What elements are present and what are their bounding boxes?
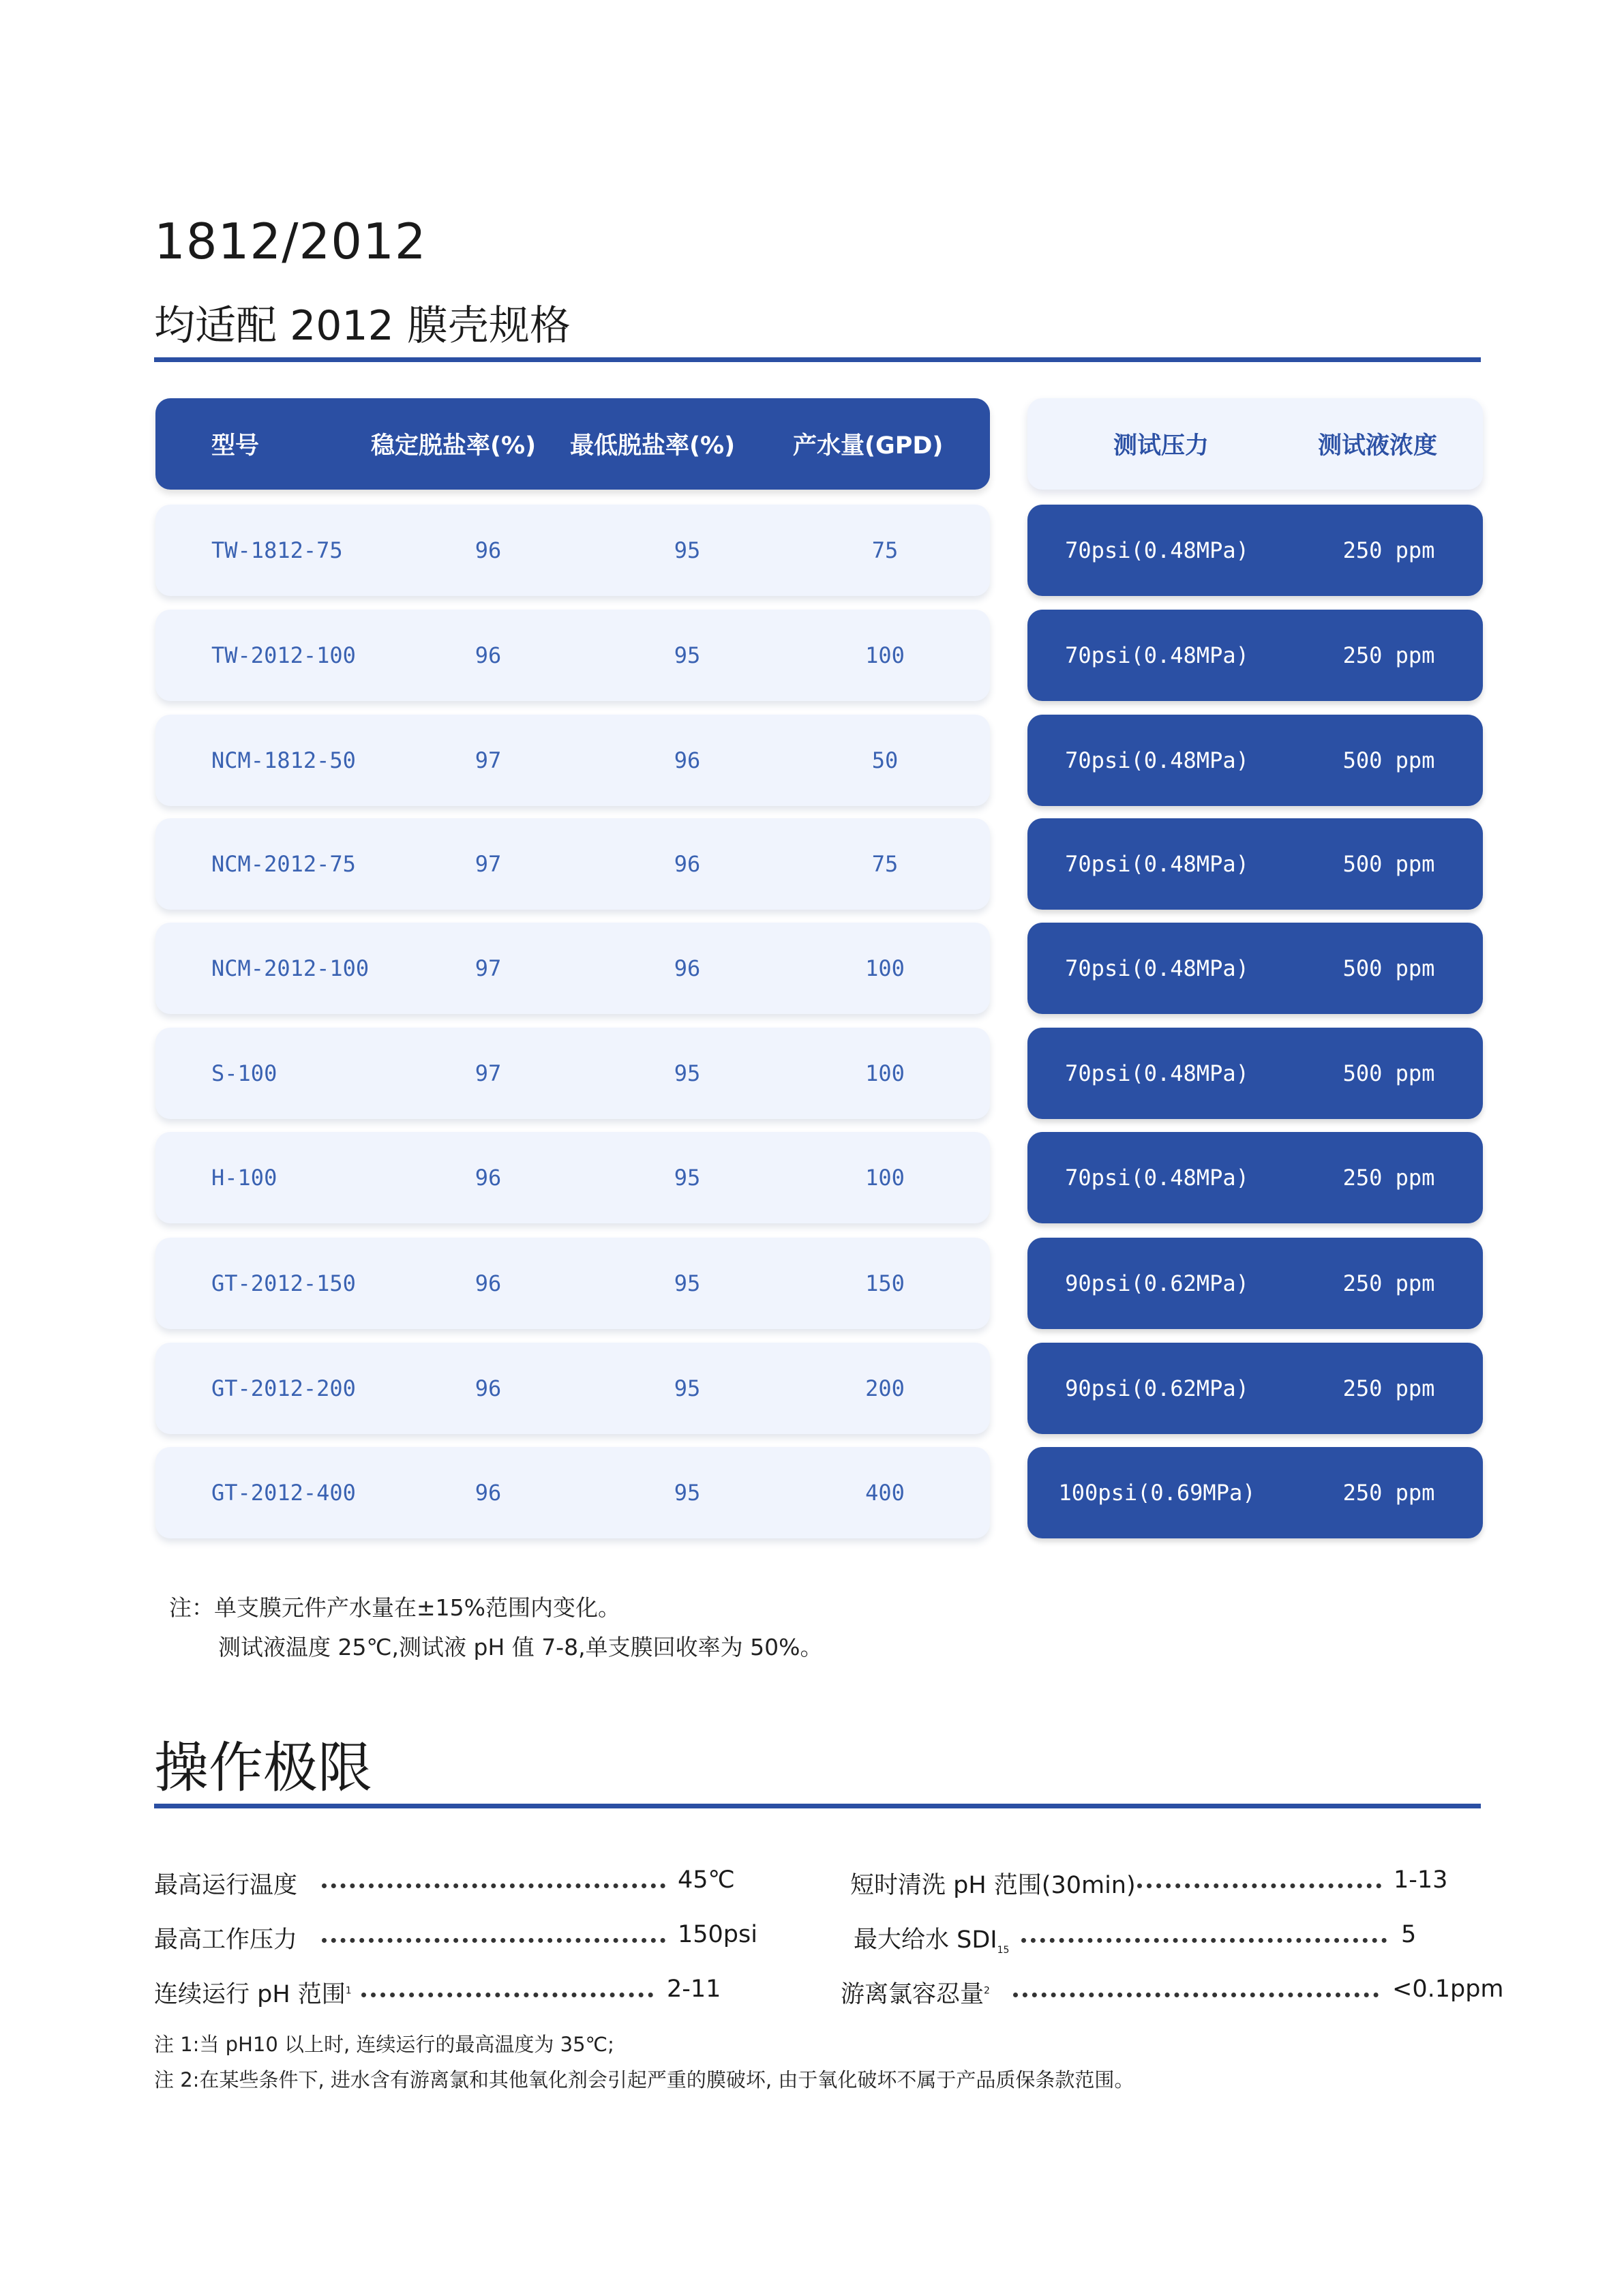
model-cell: GT-2012-200 (211, 1375, 356, 1401)
table-row (155, 1132, 990, 1223)
leader-dots (322, 1883, 665, 1888)
test-concentration-cell: 500 ppm (1342, 1060, 1435, 1086)
leader-dots (1137, 1883, 1381, 1888)
page-subtitle: 均适配 2012 膜壳规格 (154, 302, 571, 350)
flow-cell: 150 (865, 1270, 905, 1296)
table-row (155, 923, 990, 1014)
flow-cell: 100 (865, 955, 905, 981)
leader-dots (322, 1938, 665, 1943)
chlorine-tolerance-label (841, 1976, 990, 2010)
table-row (155, 715, 990, 806)
test-pressure-cell: 100psi(0.69MPa) (1058, 1480, 1256, 1506)
stable-rejection-cell: 96 (475, 537, 502, 563)
test-concentration-cell: 250 ppm (1342, 1270, 1435, 1296)
min-rejection-cell: 96 (674, 747, 701, 773)
model-cell: S-100 (211, 1060, 277, 1086)
model-cell: NCM-2012-75 (211, 851, 356, 877)
flow-cell: 100 (865, 1165, 905, 1191)
min-rejection-cell: 95 (674, 642, 701, 668)
ph-range-label (154, 1976, 352, 2010)
test-concentration-cell: 500 ppm (1342, 851, 1435, 877)
stable-rejection-cell: 96 (475, 642, 502, 668)
max-temp-value: 45℃ (678, 1866, 735, 1894)
model-cell: TW-1812-75 (211, 537, 343, 563)
header-test-concentration: 测试液浓度 (1318, 432, 1438, 460)
model-cell: NCM-2012-100 (211, 955, 370, 981)
min-rejection-cell: 95 (674, 1375, 701, 1401)
flow-cell: 75 (871, 537, 899, 563)
note-line-2: 测试液温度 25℃,测试液 pH 值 7-8,单支膜回收率为 50%。 (218, 1634, 823, 1660)
test-concentration-cell: 500 ppm (1342, 955, 1435, 981)
min-rejection-cell: 95 (674, 1165, 701, 1191)
note-line-1: 注：单支膜元件产水量在±15%范围内变化。 (169, 1594, 620, 1621)
table-row (155, 1238, 990, 1329)
test-condition-row (1027, 610, 1483, 701)
test-concentration-cell: 250 ppm (1342, 642, 1435, 668)
test-concentration-cell: 250 ppm (1342, 1480, 1435, 1506)
max-pressure-label: 最高工作压力 (154, 1926, 298, 1954)
ph-range-label-text: 连续运行 pH 范围 (154, 1981, 346, 2008)
stable-rejection-cell: 97 (475, 851, 502, 877)
model-cell: GT-2012-400 (211, 1480, 356, 1506)
stable-rejection-cell: 97 (475, 955, 502, 981)
test-pressure-cell: 70psi(0.48MPa) (1065, 1060, 1249, 1086)
stable-rejection-cell: 97 (475, 747, 502, 773)
test-condition-row (1027, 505, 1483, 596)
max-sdi-subscript: 15 (997, 1945, 1010, 1956)
stable-rejection-cell: 96 (475, 1375, 502, 1401)
test-pressure-cell: 70psi(0.48MPa) (1065, 851, 1249, 877)
min-rejection-cell: 96 (674, 851, 701, 877)
stable-rejection-cell: 96 (475, 1270, 502, 1296)
max-sdi-label-text: 最大给水 SDI (854, 1926, 997, 1954)
header-model: 型号 (211, 432, 260, 460)
title-divider (154, 357, 1481, 362)
test-pressure-cell: 70psi(0.48MPa) (1065, 537, 1249, 563)
table-row (155, 610, 990, 701)
test-concentration-cell: 250 ppm (1342, 1165, 1435, 1191)
max-sdi-label (854, 1921, 1009, 1956)
min-rejection-cell: 95 (674, 1480, 701, 1506)
header-test-pressure: 测试压力 (1113, 432, 1209, 460)
operation-title: 操作极限 (154, 1736, 372, 1800)
test-pressure-cell: 70psi(0.48MPa) (1065, 642, 1249, 668)
page-title: 1812/2012 (154, 213, 427, 270)
short-clean-ph-label: 短时清洗 pH 范围(30min) (850, 1872, 1136, 1899)
test-condition-row (1027, 1238, 1483, 1329)
ph-range-value: 2-11 (667, 1976, 721, 2003)
max-sdi-value: 5 (1401, 1921, 1417, 1948)
operation-divider (154, 1804, 1481, 1808)
header-stable-rejection: 稳定脱盐率(%) (371, 432, 537, 460)
short-clean-ph-value: 1-13 (1394, 1866, 1448, 1894)
table-row (155, 1028, 990, 1119)
leader-dots (1013, 1993, 1379, 1997)
min-rejection-cell: 96 (674, 955, 701, 981)
flow-cell: 100 (865, 1060, 905, 1086)
footnote-2: 注 2:在某些条件下, 进水含有游离氯和其他氧化剂会引起严重的膜破坏, 由于氧化破坏不属于产品质保条款范围。 (154, 2068, 1134, 2091)
test-conditions-header (1027, 398, 1483, 490)
test-pressure-cell: 90psi(0.62MPa) (1065, 1375, 1249, 1401)
flow-cell: 75 (871, 851, 899, 877)
model-cell: TW-2012-100 (211, 642, 356, 668)
header-flow: 产水量(GPD) (793, 432, 944, 460)
test-condition-row (1027, 1028, 1483, 1119)
stable-rejection-cell: 96 (475, 1480, 502, 1506)
model-cell: H-100 (211, 1165, 277, 1191)
test-condition-row (1027, 923, 1483, 1014)
model-cell: NCM-1812-50 (211, 747, 356, 773)
min-rejection-cell: 95 (674, 537, 701, 563)
stable-rejection-cell: 97 (475, 1060, 502, 1086)
flow-cell: 200 (865, 1375, 905, 1401)
leader-dots (361, 1993, 653, 1997)
spec-table-header (155, 398, 990, 490)
test-condition-row (1027, 1132, 1483, 1223)
test-condition-row (1027, 715, 1483, 806)
header-min-rejection: 最低脱盐率(%) (570, 432, 736, 460)
footnote-1: 注 1:当 pH10 以上时, 连续运行的最高温度为 35℃; (154, 2033, 614, 2056)
flow-cell: 400 (865, 1480, 905, 1506)
test-concentration-cell: 500 ppm (1342, 747, 1435, 773)
flow-cell: 100 (865, 642, 905, 668)
min-rejection-cell: 95 (674, 1060, 701, 1086)
test-concentration-cell: 250 ppm (1342, 1375, 1435, 1401)
stable-rejection-cell: 96 (475, 1165, 502, 1191)
footnote-ref-2: 2 (984, 1985, 990, 1997)
test-pressure-cell: 70psi(0.48MPa) (1065, 747, 1249, 773)
model-cell: GT-2012-150 (211, 1270, 356, 1296)
test-condition-row (1027, 1447, 1483, 1538)
max-pressure-value: 150psi (678, 1921, 757, 1948)
test-concentration-cell: 250 ppm (1342, 537, 1435, 563)
test-pressure-cell: 90psi(0.62MPa) (1065, 1270, 1249, 1296)
flow-cell: 50 (871, 747, 899, 773)
table-row (155, 1447, 990, 1538)
test-pressure-cell: 70psi(0.48MPa) (1065, 955, 1249, 981)
test-condition-row (1027, 818, 1483, 910)
max-temp-label: 最高运行温度 (154, 1872, 298, 1899)
table-row (155, 818, 990, 910)
footnote-ref-1: 1 (345, 1985, 352, 1997)
chlorine-tolerance-value: <0.1ppm (1392, 1976, 1504, 2003)
table-row (155, 505, 990, 596)
test-condition-row (1027, 1343, 1483, 1434)
test-pressure-cell: 70psi(0.48MPa) (1065, 1165, 1249, 1191)
min-rejection-cell: 95 (674, 1270, 701, 1296)
chlorine-label-text: 游离氯容忍量 (841, 1981, 984, 2008)
table-row (155, 1343, 990, 1434)
leader-dots (1021, 1938, 1387, 1943)
